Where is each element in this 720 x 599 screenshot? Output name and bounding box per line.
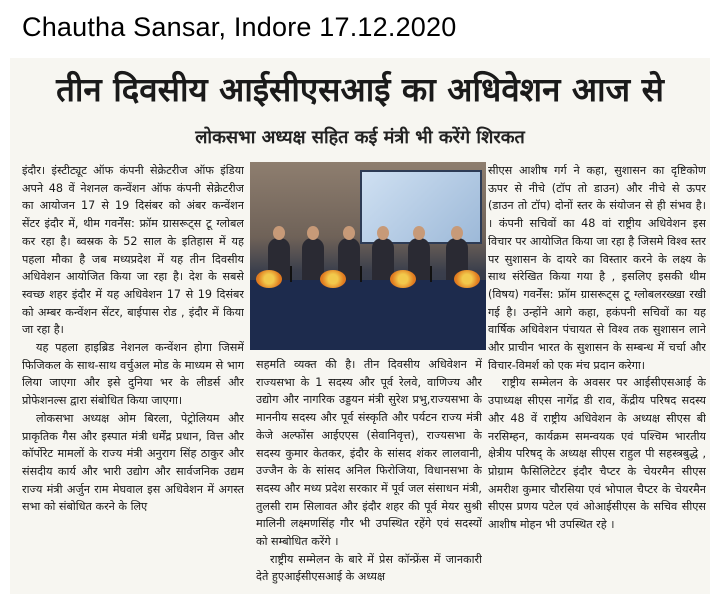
source-header: Chautha Sansar, Indore 17.12.2020: [22, 12, 457, 42]
panelist-head: [307, 226, 319, 240]
column-1-paragraph: यह पहला हाइब्रिड नेशनल कन्वेंशन होगा जिसमें फिजिकल के साथ-साथ वर्चुअल मोड के माध्यम से भाग लिया जाएगा और इसे दुनिया भर के लीडर्स और प्रोफेशनल्स द्वारा संबोधित किया जाएगा।: [22, 341, 244, 408]
column-2-paragraph: राष्ट्रीय सम्मेलन के बारे में प्रेस कॉन्फ्रेंस में जानकारी देते हुएआईसीएसआई के अध्यक्ष: [256, 552, 482, 584]
flower-decoration: [320, 270, 346, 288]
panelist-head: [343, 226, 355, 240]
column-3-paragraph: राष्ट्रीय सम्मेलन के अवसर पर आईसीएसआई के उपाध्यक्ष सीएस नागेंद्र डी राव, केंद्रीय परिषद सदस्य और 48 वें राष्ट्रीय अधिवेशन के अध्यक्ष सीएस बी नरसिम्हन, कार्यक्रम समन्वयक एवं पश्चिम भारतीय क्षेत्रीय परिषद् के अध्यक्ष सीएस राहुल पी सहस्त्रबुद्धे , प्रोग्राम फैसिलिटेटर इंदौर चैप्टर के चेयरमैन सीएस अमरीश कुमार चौरसिया एवं भोपाल चैप्टर के चेयरमैन सीएस प्रणय पटेल एवं ओआईसीएस के सचिव सीएस आशीष मोहन भी उपस्थित रहे ।: [488, 376, 706, 532]
article-column-1: [22, 162, 244, 588]
conference-table: [250, 280, 486, 350]
panelist-head: [451, 226, 463, 240]
column-1-paragraph: इंदौर। इंस्टीट्यूट ऑफ कंपनी सेक्रेटरीज ऑफ इंडिया अपने 48 वें नेशनल कन्वेंशन ऑफ कंपनी सेक्रेटरीज का आयोजन 17 से 19 दिसंबर को अंबर कन्वेंशन सेंटर इंदौर में, थीम गवर्नेंस: फ्रॉम ग्रासरूट्स टू ग्लोबल कर रहा है। ब्वस्रक के 52 साल के इतिहास में यह पहला मौका है जब मध्यप्रदेश में यह तीन दिवसीय अधिवेशन आयोजित किया जा रहा है। देश के सबसे स्वच्छ शहर इंदौर में यह अधिवेशन 17 से 19 दिसंबर को अम्बर कन्वेंशन सेंटर, बाईपास रोड , इंदौर में किया जा रहा है।: [22, 164, 244, 337]
article-headline: तीन दिवसीय आईसीएसआई का अधिवेशन आज से: [56, 70, 664, 109]
flower-decoration: [454, 270, 480, 288]
panelist-head: [273, 226, 285, 240]
press-conference-photo: [250, 162, 486, 350]
flower-decoration: [256, 270, 282, 288]
article-column-3: [488, 162, 706, 588]
column-2-paragraph: सहमति व्यक्त की है। तीन दिवसीय अधिवेशन में राज्यसभा के 1 सदस्य और पूर्व रेलवे, वाणिज्य और उद्योग और नागरिक उड्डयन मंत्री सुरेश प्रभु,राज्यसभा के माननीय सदस्य और पूर्व संस्कृति और पर्यटन राज्य मंत्री केजे अल्फोंस आईएएस (सेवानिवृत्त), राज्यसभा के सदस्य कुमार केतकर, इंदौर के सांसद शंकर लालवानी, उज्जैन के के सांसद अनिल फिरोजिया, विधानसभा के सदस्य और मध्य प्रदेश सरकार में पूर्व जल संसाधन मंत्री, तुलसी राम सिलावत और इंदौर शहर की पूर्व मेयर सुश्री मालिनी लक्ष्मणसिंह गौर भी उपस्थित रहेंगे एवं सदस्यों को सम्बोधित करेंगे ।: [256, 358, 482, 549]
panelist-head: [377, 226, 389, 240]
flower-decoration: [390, 270, 416, 288]
microphone: [360, 266, 362, 282]
column-3-paragraph: सीएस आशीष गर्ग ने कहा, सुशासन का दृष्टिकोण ऊपर से नीचे (टॉप तो डाउन) और नीचे से ऊपर (डाउन तो टॉप) दोनों स्तर के संयोजन से ही संभव है। । कंपनी सचिवों का 48 वां राष्ट्रीय अधिवेशन इस विचार पर आयोजित किया जा रहा है जिसमे विश्व स्तर पर सुशासन के दायरे का विस्तार करने के लक्ष्य के साथ संरेखित किया गया है , इसलिए इसकी थीम (विषय) गवर्नेंस: फ्रॉम ग्रासरूट्स टू ग्लोबलरख्खा रखी गई है। उन्होंने आगे कहा, हकंपनी सचिवों का यह वार्षिक अधिवेशन पंचायत से विश्व तक सुशासन लाने और प्राचीन भारत के सुशासन के सम्बन्ध में चर्चा और विचार-विमर्श को एक मंच प्रदान करेगा।: [488, 164, 706, 372]
column-1-paragraph: लोकसभा अध्यक्ष ओम बिरला, पेट्रोलियम और प्राकृतिक गैस और इस्पात मंत्री धर्मेंद्र प्रधान, वित्त और कॉर्पोरेट मामलों के राज्य मंत्री अनुराग सिंह ठाकुर और संसदीय कार्य और भारी उद्योग और सार्वजनिक उद्यम राज्य मंत्री अर्जुन राम मेघवाल इस अधिवेशन में अगस्त सभा को संबोधित करने के लिए: [22, 411, 244, 514]
newspaper-clipping: [10, 58, 710, 594]
microphone: [430, 266, 432, 282]
article-subheadline: लोकसभा अध्यक्ष सहित कई मंत्री भी करेंगे शिरकत: [195, 127, 525, 148]
panelist-head: [413, 226, 425, 240]
microphone: [290, 266, 292, 282]
article-column-2: [256, 356, 482, 588]
